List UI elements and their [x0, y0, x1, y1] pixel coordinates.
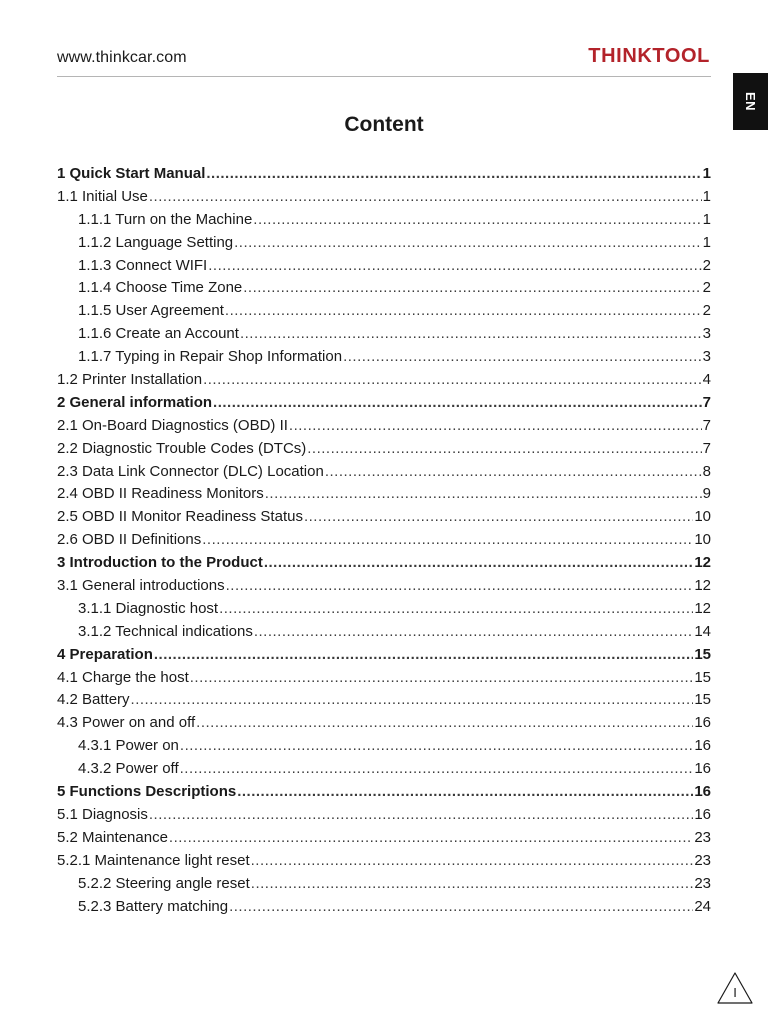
toc-entry[interactable] — [57, 483, 711, 506]
toc-entry-label: 2 General information — [57, 393, 213, 411]
toc-entry-label: 2.6 OBD II Definitions — [57, 531, 202, 549]
toc-entry-label: 4 Preparation — [57, 645, 153, 663]
header-divider — [57, 76, 711, 77]
toc-leader-dots — [154, 644, 693, 667]
toc-leader-dots — [169, 827, 693, 850]
toc-entry-page: 2 — [702, 279, 711, 297]
toc-entry[interactable] — [57, 163, 711, 186]
toc-leader-dots — [251, 850, 694, 873]
toc-entry-label: 5.2.3 Battery matching — [78, 897, 229, 915]
brand-logo: THINKTOOL — [588, 45, 710, 67]
toc-entry-page: 3 — [702, 325, 711, 343]
site-url[interactable]: www.thinkcar.com — [57, 49, 187, 66]
toc-entry[interactable] — [57, 712, 711, 735]
toc-leader-dots — [180, 735, 693, 758]
toc-entry-label: 4.2 Battery — [57, 691, 130, 709]
toc-entry[interactable] — [57, 896, 711, 919]
toc-entry[interactable] — [57, 644, 711, 667]
toc-leader-dots — [289, 415, 702, 438]
toc-entry[interactable] — [57, 461, 711, 484]
toc-entry-page: 9 — [702, 485, 711, 503]
toc-entry-page: 16 — [694, 714, 711, 732]
toc-leader-dots — [253, 209, 701, 232]
toc-entry-label: 4.3.2 Power off — [78, 760, 179, 778]
toc-leader-dots — [229, 896, 693, 919]
toc-leader-dots — [202, 529, 693, 552]
toc-entry-page: 23 — [694, 828, 711, 846]
toc-entry[interactable] — [57, 186, 711, 209]
toc-entry-page: 1 — [702, 165, 711, 182]
toc-entry[interactable] — [57, 552, 711, 575]
toc-entry-label: 4.3 Power on and off — [57, 714, 196, 732]
toc-entry[interactable] — [57, 369, 711, 392]
toc-entry[interactable] — [57, 255, 711, 278]
toc-entry[interactable] — [57, 438, 711, 461]
toc-entry-page: 7 — [702, 416, 711, 434]
toc-entry[interactable] — [57, 850, 711, 873]
toc-entry-label: 3.1.2 Technical indications — [78, 622, 253, 640]
toc-entry[interactable] — [57, 392, 711, 415]
toc-entry-label: 5.2.1 Maintenance light reset — [57, 851, 250, 869]
toc-entry[interactable] — [57, 209, 711, 232]
toc-entry-label: 1 Quick Start Manual — [57, 165, 206, 182]
toc-entry-page: 24 — [694, 897, 711, 915]
toc-leader-dots — [213, 392, 702, 415]
toc-leader-dots — [325, 461, 702, 484]
toc-entry-page: 4 — [702, 371, 711, 389]
toc-entry-page: 2 — [702, 302, 711, 320]
toc-leader-dots — [304, 506, 693, 529]
toc-entry-page: 12 — [694, 554, 711, 572]
toc-leader-dots — [225, 300, 702, 323]
toc-entry-label: 1.1.6 Create an Account — [78, 325, 239, 343]
toc-entry-label: 3.1.1 Diagnostic host — [78, 599, 219, 617]
toc-leader-dots — [149, 804, 693, 827]
toc-leader-dots — [149, 186, 702, 209]
toc-leader-dots — [203, 369, 702, 392]
toc-leader-dots — [265, 483, 702, 506]
toc-entry-page: 10 — [694, 531, 711, 549]
toc-entry-label: 2.3 Data Link Connector (DLC) Location — [57, 462, 324, 480]
toc-leader-dots — [251, 873, 694, 896]
toc-leader-dots — [208, 255, 701, 278]
toc-entry-label: 2.4 OBD II Readiness Monitors — [57, 485, 264, 503]
toc-entry-page: 3 — [702, 348, 711, 366]
toc-entry-page: 23 — [694, 851, 711, 869]
toc-entry-label: 1.1.5 User Agreement — [78, 302, 224, 320]
toc-entry[interactable] — [57, 689, 711, 712]
toc-entry-page: 8 — [702, 462, 711, 480]
toc-entry-page: 12 — [694, 599, 711, 617]
toc-entry-page: 23 — [694, 874, 711, 892]
toc-entry-page: 1 — [702, 233, 711, 251]
toc-entry-label: 1.1.4 Choose Time Zone — [78, 279, 243, 297]
toc-leader-dots — [254, 621, 693, 644]
toc-leader-dots — [180, 758, 694, 781]
toc-leader-dots — [196, 712, 693, 735]
toc-entry[interactable] — [57, 735, 711, 758]
toc-entry[interactable] — [57, 758, 711, 781]
toc-entry[interactable] — [57, 506, 711, 529]
toc-entry-page: 15 — [694, 645, 711, 663]
toc-entry[interactable] — [57, 827, 711, 850]
toc-leader-dots — [226, 575, 694, 598]
toc-entry-label: 1.2 Printer Installation — [57, 371, 203, 389]
toc-entry-label: 5.2.2 Steering angle reset — [78, 874, 250, 892]
toc-entry[interactable] — [57, 415, 711, 438]
toc-entry[interactable] — [57, 346, 711, 369]
toc-leader-dots — [131, 689, 694, 712]
toc-entry-page: 15 — [694, 668, 711, 686]
toc-leader-dots — [190, 667, 694, 690]
toc-entry-page: 2 — [702, 256, 711, 274]
toc-entry-label: 5.1 Diagnosis — [57, 805, 148, 823]
toc-entry-label: 1.1 Initial Use — [57, 187, 148, 205]
toc-entry[interactable] — [57, 873, 711, 896]
toc-entry-label: 2.5 OBD II Monitor Readiness Status — [57, 508, 303, 526]
toc-entry-label: 3 Introduction to the Product — [57, 554, 263, 572]
toc-entry-label: 4.3.1 Power on — [78, 737, 179, 755]
page-number: I — [733, 985, 737, 1000]
toc-leader-dots — [234, 232, 702, 255]
toc-entry[interactable] — [57, 621, 711, 644]
toc-entry-label: 2.1 On-Board Diagnostics (OBD) II — [57, 416, 288, 434]
toc-leader-dots — [240, 323, 702, 346]
toc-entry-label: 1.1.2 Language Setting — [78, 233, 234, 251]
toc-entry-page: 1 — [702, 187, 711, 205]
toc-leader-dots — [343, 346, 702, 369]
toc-entry-label: 1.1.1 Turn on the Machine — [78, 210, 253, 228]
toc-entry-label: 2.2 Diagnostic Trouble Codes (DTCs) — [57, 439, 307, 457]
page-title: Content — [344, 113, 424, 136]
toc-entry[interactable] — [57, 575, 711, 598]
toc-entry-page: 7 — [702, 439, 711, 457]
toc-entry[interactable] — [57, 277, 711, 300]
table-of-contents — [57, 163, 711, 918]
toc-entry[interactable] — [57, 300, 711, 323]
toc-leader-dots — [307, 438, 701, 461]
toc-entry-page: 16 — [694, 805, 711, 823]
toc-entry-label: 4.1 Charge the host — [57, 668, 189, 686]
toc-entry-label: 1.1.7 Typing in Repair Shop Information — [78, 348, 343, 366]
language-tab-label: EN — [743, 91, 758, 112]
toc-entry[interactable] — [57, 323, 711, 346]
toc-leader-dots — [206, 163, 701, 186]
toc-entry[interactable] — [57, 804, 711, 827]
toc-entry-label: 3.1 General introductions — [57, 577, 225, 595]
toc-entry[interactable] — [57, 667, 711, 690]
toc-entry[interactable] — [57, 781, 711, 804]
toc-entry-page: 15 — [694, 691, 711, 709]
toc-leader-dots — [243, 277, 701, 300]
toc-entry-page: 7 — [702, 393, 711, 411]
toc-entry-page: 10 — [694, 508, 711, 526]
toc-entry-label: 5.2 Maintenance — [57, 828, 168, 846]
toc-entry-page: 16 — [694, 737, 711, 755]
toc-entry[interactable] — [57, 232, 711, 255]
toc-entry[interactable] — [57, 598, 711, 621]
toc-leader-dots — [264, 552, 693, 575]
toc-entry-page: 16 — [694, 760, 711, 778]
toc-entry-page: 1 — [702, 210, 711, 228]
toc-entry-label: 1.1.3 Connect WIFI — [78, 256, 208, 274]
toc-leader-dots — [219, 598, 693, 621]
toc-entry-page: 16 — [694, 783, 711, 801]
toc-entry[interactable] — [57, 529, 711, 552]
toc-leader-dots — [237, 781, 693, 804]
toc-entry-page: 14 — [694, 622, 711, 640]
toc-entry-label: 5 Functions Descriptions — [57, 783, 237, 801]
toc-entry-page: 12 — [694, 577, 711, 595]
page-marker — [716, 971, 754, 1005]
